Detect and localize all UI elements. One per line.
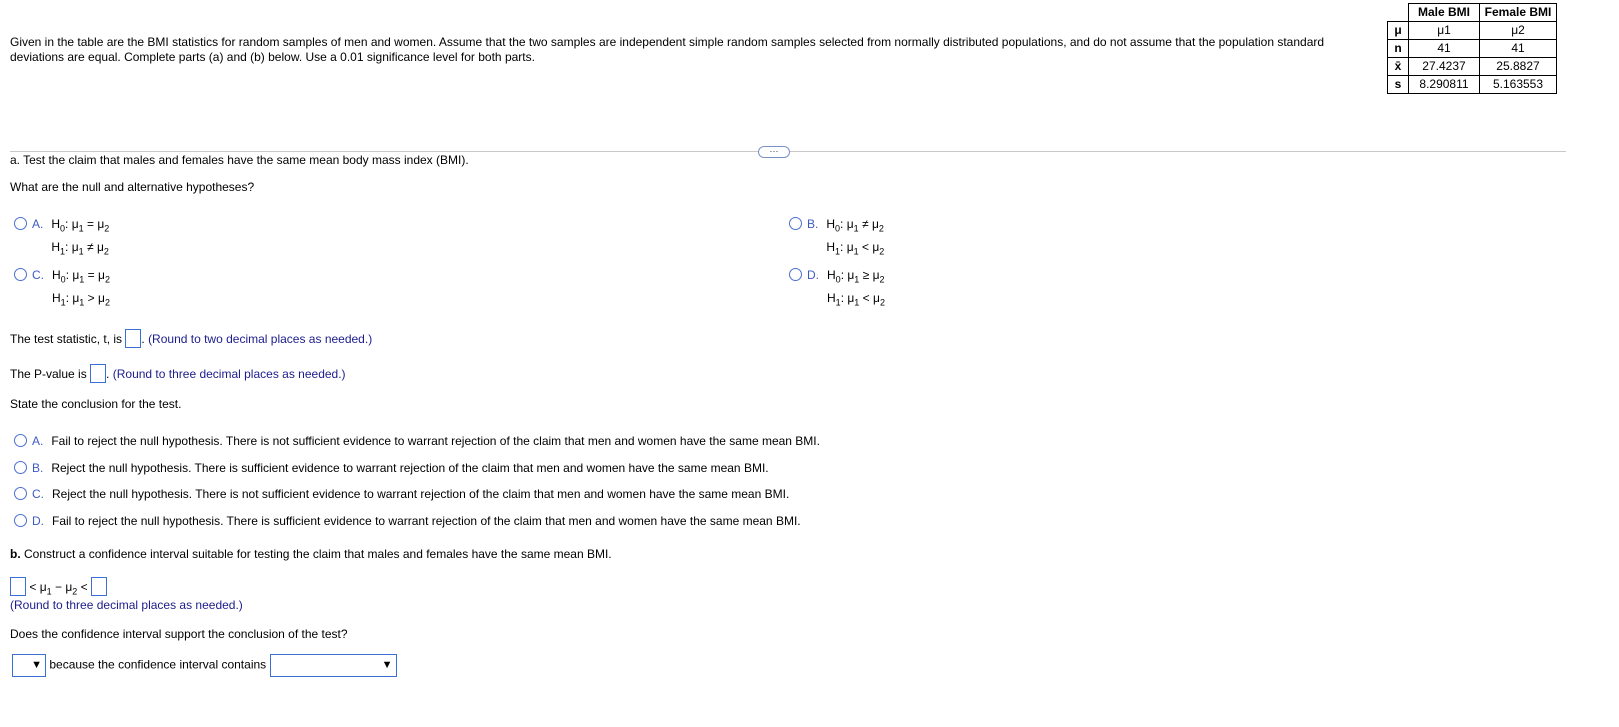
- period: .: [106, 367, 110, 381]
- operator: ≥: [862, 268, 870, 282]
- sub: 2: [879, 274, 885, 285]
- hypotheses-question: What are the null and alternative hypotheses?: [10, 180, 255, 194]
- bmi-stats-table: [1387, 3, 1557, 94]
- part-a-question: a. Test the claim that males and females have the same mean body mass index (BMI).: [10, 153, 469, 167]
- h: H: [51, 240, 61, 255]
- sub: 0: [835, 223, 841, 234]
- cell: 41: [1409, 40, 1480, 58]
- option-letter: D.: [32, 513, 44, 528]
- option-letter: C.: [32, 268, 44, 282]
- option-text: Fail to reject the null hypothesis. There is sufficient evidence to warrant rejection of the claim that men and women have the same mean BMI.: [52, 513, 801, 528]
- test-statistic-row: [10, 329, 372, 348]
- dropdown-arrow-icon: ▼: [31, 659, 42, 671]
- sub: 0: [835, 274, 841, 285]
- sub: 2: [104, 274, 110, 285]
- row-label: s: [1388, 76, 1409, 94]
- mu: μ: [98, 268, 105, 282]
- sub: 2: [878, 223, 884, 234]
- mu: μ: [847, 268, 855, 282]
- contains-dropdown[interactable]: [270, 654, 397, 677]
- option-letter: B.: [807, 217, 819, 231]
- sub: 1: [853, 223, 859, 234]
- colon: :: [840, 240, 844, 255]
- radio-button[interactable]: [14, 217, 27, 230]
- radio-button[interactable]: [14, 487, 27, 500]
- sub: 2: [103, 246, 109, 257]
- sub: 1: [79, 274, 85, 285]
- option-letter: A.: [32, 434, 44, 448]
- radio-button[interactable]: [14, 268, 27, 281]
- sub: 2: [72, 586, 78, 597]
- radio-button[interactable]: [14, 434, 27, 447]
- mu: μ: [96, 240, 104, 255]
- mu: μ: [846, 240, 854, 255]
- mu: μ: [97, 217, 105, 231]
- radio-button[interactable]: [789, 217, 802, 230]
- mu: μ: [872, 268, 880, 282]
- mu: μ: [872, 240, 880, 255]
- problem-intro: Given in the table are the BMI statistics for random samples of men and women. Assume that the two samples are independent simple random samples selected from normally distributed populations, and do not assume that the population standard deviations are equal. Complete parts (a) and (b) below. Use a 0.01 significance level for both parts.: [10, 35, 1325, 64]
- period: .: [141, 332, 145, 346]
- option-letter: C.: [32, 487, 44, 501]
- hypothesis-option[interactable]: [789, 266, 885, 313]
- confidence-interval-row: [10, 577, 107, 596]
- h: H: [51, 217, 61, 231]
- lt-sign: <: [80, 580, 88, 594]
- sub: 1: [60, 246, 66, 257]
- option-text: Reject the null hypothesis. There is not sufficient evidence to warrant rejection of the claim that men and women have the same mean BMI.: [52, 487, 790, 501]
- cell: μ1: [1409, 22, 1480, 40]
- mu: μ: [871, 217, 879, 231]
- h: H: [827, 268, 836, 282]
- operator: <: [862, 240, 870, 255]
- sub: 1: [78, 223, 84, 234]
- sub: 1: [78, 246, 84, 257]
- conclusion-option[interactable]: [14, 434, 820, 448]
- support-dropdown[interactable]: [12, 654, 46, 677]
- h: H: [826, 217, 836, 231]
- colon: :: [840, 291, 845, 306]
- option-text: Fail to reject the null hypothesis. There is not sufficient evidence to warrant rejection of the claim that men and women have the same mean BMI.: [51, 434, 820, 448]
- hypothesis-option[interactable]: [14, 215, 109, 262]
- radio-button[interactable]: [789, 268, 802, 281]
- row-label: μ: [1388, 22, 1409, 40]
- h: H: [52, 291, 61, 306]
- cell: 27.4237: [1409, 58, 1480, 76]
- sub: 2: [879, 297, 885, 308]
- h: H: [826, 240, 836, 255]
- sub: 0: [60, 223, 66, 234]
- h: H: [827, 291, 836, 306]
- lt-sign: <: [29, 580, 37, 594]
- cell: 41: [1480, 40, 1557, 58]
- ci-hint: (Round to three decimal places as needed.): [10, 598, 243, 612]
- ci-upper-input[interactable]: [91, 577, 107, 596]
- test-stat-label: The test statistic, t, is: [10, 332, 123, 346]
- because-text: because the confidence interval contains: [49, 657, 267, 672]
- mu: μ: [71, 240, 79, 255]
- more-button[interactable]: ···: [758, 146, 790, 158]
- colon: :: [840, 217, 844, 231]
- part-b-label: b.: [10, 547, 21, 561]
- support-question: Does the confidence interval support the conclusion of the test?: [10, 627, 348, 641]
- sub: 1: [854, 274, 860, 285]
- operator: =: [87, 217, 95, 231]
- cell: 25.8827: [1480, 58, 1557, 76]
- part-b-question: [10, 547, 612, 561]
- mu: μ: [846, 217, 854, 231]
- ci-lower-input[interactable]: [10, 577, 26, 596]
- sub: 1: [835, 297, 841, 308]
- operator: >: [87, 291, 95, 306]
- colon: :: [840, 268, 845, 282]
- minus-sign: −: [54, 580, 62, 594]
- operator: =: [87, 268, 95, 282]
- radio-button[interactable]: [14, 514, 27, 527]
- sub: 1: [853, 246, 859, 257]
- option-letter: D.: [807, 268, 819, 282]
- test-stat-hint: (Round to two decimal places as needed.): [148, 332, 373, 346]
- radio-button[interactable]: [14, 461, 27, 474]
- dropdown-arrow-icon: ▼: [381, 659, 393, 671]
- cell: μ2: [1480, 22, 1557, 40]
- pvalue-input[interactable]: [90, 364, 106, 383]
- hypothesis-option[interactable]: [14, 266, 110, 313]
- operator: ≠: [862, 217, 869, 231]
- conclusion-option[interactable]: [14, 514, 801, 528]
- mu: μ: [98, 291, 105, 306]
- mu: μ: [65, 580, 73, 594]
- pvalue-hint: (Round to three decimal places as needed.): [112, 367, 346, 381]
- colon: :: [65, 291, 70, 306]
- cell: 5.163553: [1480, 76, 1557, 94]
- sub: 1: [79, 297, 85, 308]
- colon: :: [65, 217, 69, 231]
- sub: 0: [60, 274, 66, 285]
- mu: μ: [873, 291, 880, 306]
- sub: 2: [104, 223, 110, 234]
- pvalue-label: The P-value is: [10, 367, 87, 381]
- sub: 1: [835, 246, 841, 257]
- operator: <: [862, 291, 870, 306]
- header-male: Male BMI: [1409, 4, 1480, 22]
- option-letter: B.: [32, 460, 44, 475]
- mu: μ: [72, 291, 80, 306]
- h: H: [52, 268, 61, 282]
- conclusion-label: State the conclusion for the test.: [10, 397, 182, 411]
- sub: 1: [46, 586, 52, 597]
- colon: :: [65, 240, 69, 255]
- mu: μ: [71, 217, 79, 231]
- sub: 1: [854, 297, 860, 308]
- row-label: n: [1388, 40, 1409, 58]
- colon: :: [65, 268, 70, 282]
- test-stat-input[interactable]: [125, 329, 141, 348]
- option-text: Reject the null hypothesis. There is sufficient evidence to warrant rejection of the claim that men and women have the same mean BMI.: [51, 460, 769, 475]
- support-row: [12, 654, 397, 677]
- part-b-text: Construct a confidence interval suitable for testing the claim that males and females have the same mean BMI.: [20, 547, 612, 561]
- sub: 2: [879, 246, 885, 257]
- conclusion-option[interactable]: [14, 487, 789, 501]
- sub: 1: [60, 297, 66, 308]
- option-letter: A.: [32, 217, 44, 231]
- hypothesis-option[interactable]: [789, 215, 884, 262]
- cell: 8.290811: [1409, 76, 1480, 94]
- sub: 2: [104, 297, 110, 308]
- mu: μ: [72, 268, 80, 282]
- pvalue-row: [10, 364, 346, 383]
- row-label: x̄: [1388, 58, 1409, 76]
- mu: μ: [39, 580, 47, 594]
- operator: ≠: [87, 240, 94, 255]
- header-female: Female BMI: [1480, 4, 1557, 22]
- mu: μ: [847, 291, 855, 306]
- conclusion-option[interactable]: [14, 461, 769, 475]
